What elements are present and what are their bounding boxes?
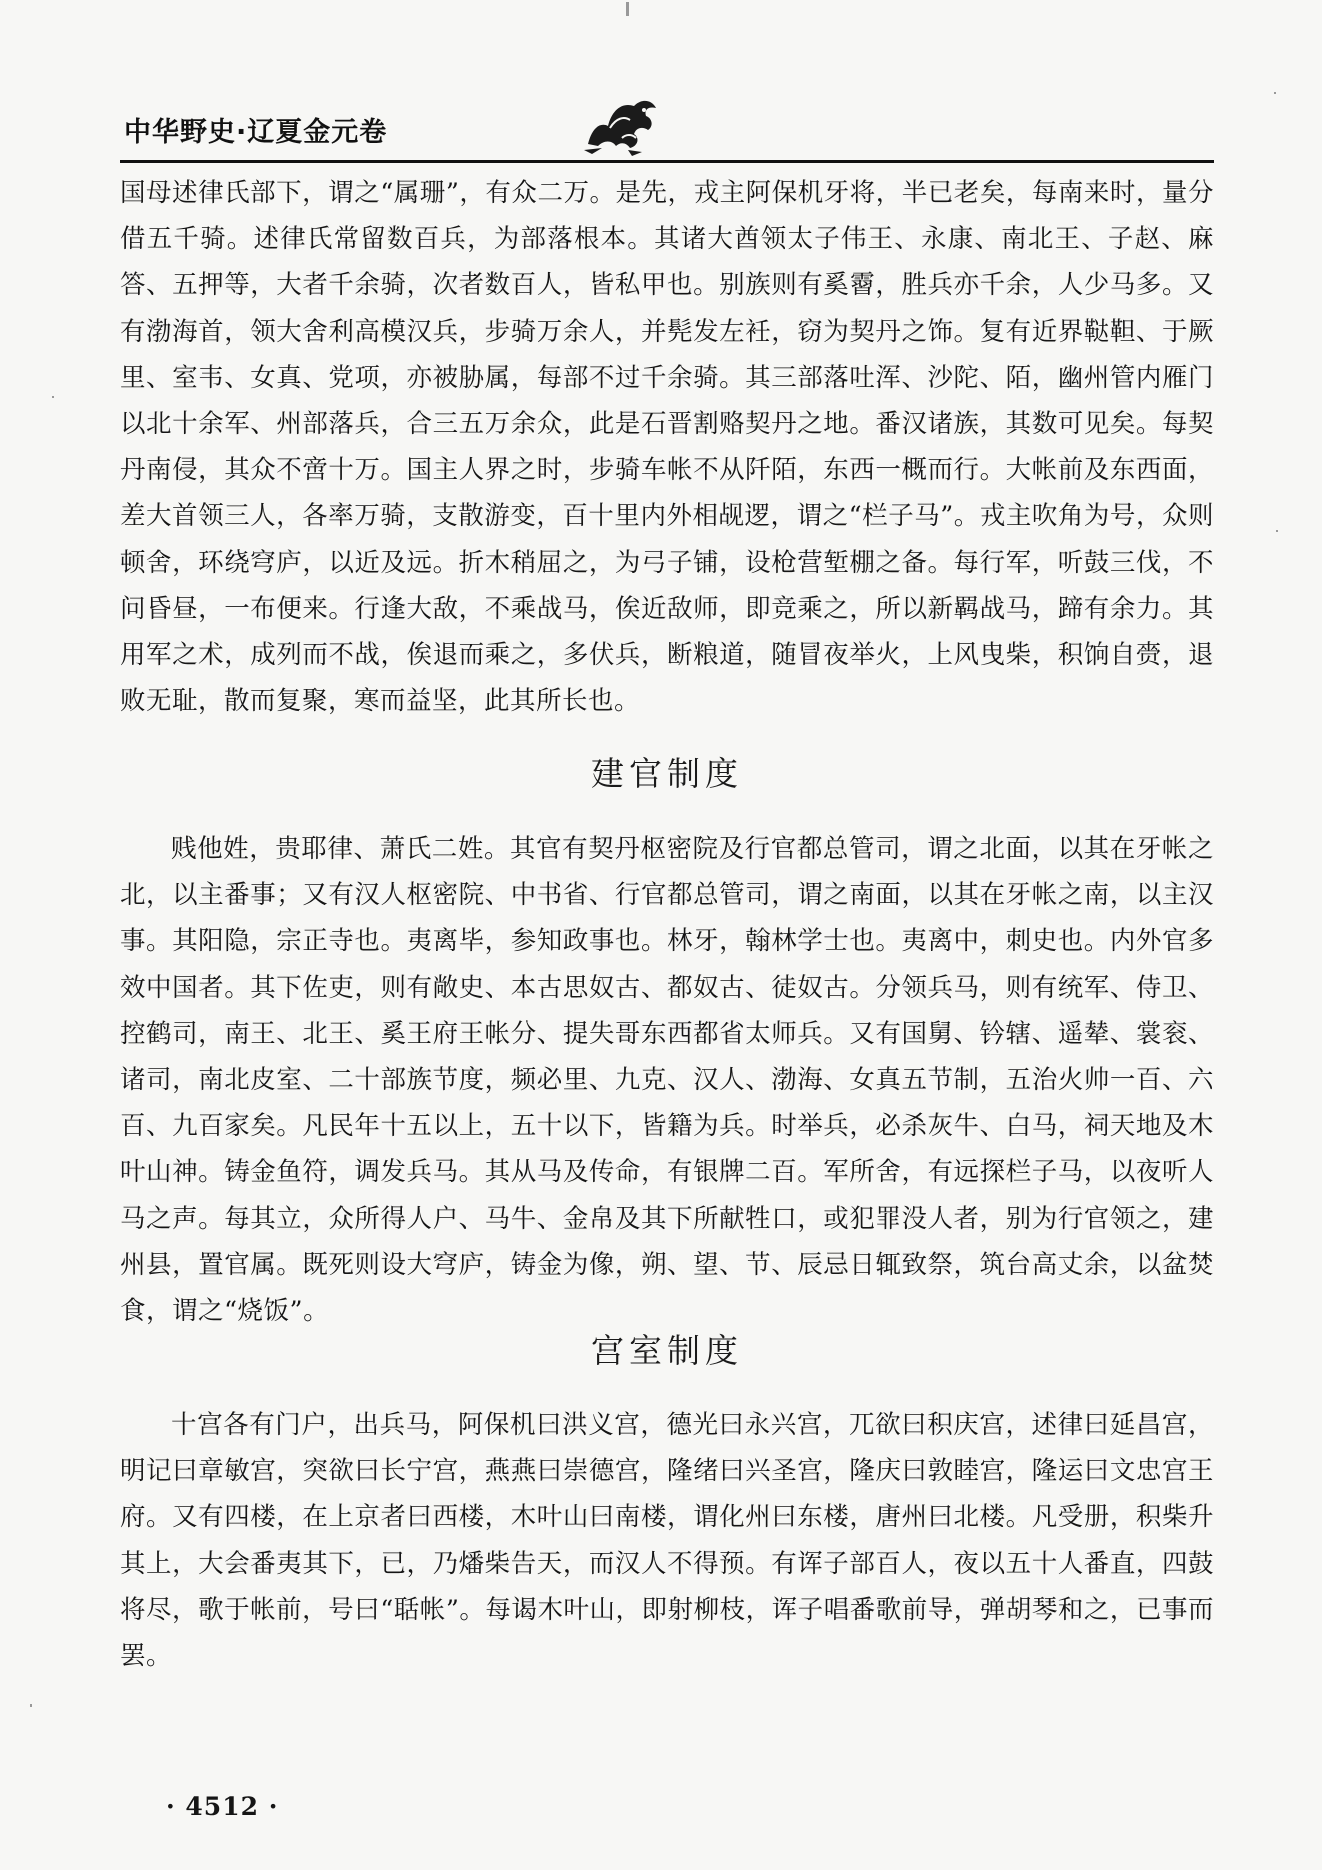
page-number: · 4512 ·	[166, 1792, 279, 1821]
dragon-emblem-icon	[582, 88, 662, 158]
body-paragraph: 国母述律氏部下，谓之“属珊”，有众二万。是先，戎主阿保机牙将，半已老矣，每南来时，量分借五千骑。述律氏常留数百兵，为部落根本。其诸大酋领太子伟王、永康、南北王、子赵、麻答、五押等，大者千余骑，次者数百人，皆私甲也。别族则有奚霫，胜兵亦千余，人少马多。又有渤海首，领大舍利高模汉兵，步骑万余人，并髡发左衽，窃为契丹之饰。复有近界鞑靼、于厥里、室韦、女真、党项，亦被胁属，每部不过千余骑。其三部落吐浑、沙陀、陌，幽州管内雁门以北十余军、州部落兵，合三五万余众，此是石晋割赂契丹之地。番汉诸族，其数可见矣。每契丹南侵，其众不啻十万。国主人界之时，步骑车帐不从阡陌，东西一概而行。大帐前及东西面，差大首领三人，各率万骑，支散游变，百十里内外相觇逻，谓之“栏子马”。戎主吹角为号，众则顿舍，环绕穹庐，以近及远。折木稍屈之，为弓子铺，设枪营堑棚之备。每行军，听鼓三伐，不问昏昼，一布便来。行逢大敌，不乘战马，俟近敌师，即竞乘之，所以新羁战马，蹄有余力。其用军之术，成列而不战，俟退而乘之，多伏兵，断粮道，随冒夜举火，上风曳柴，积饷自赍，退败无耻，散而复聚，寒而益坚，此其所长也。	[120, 178, 1214, 717]
scan-speck	[52, 396, 54, 398]
body-paragraph: 十宫各有门户，出兵马，阿保机曰洪义宫，德光曰永兴宫，兀欲曰积庆宫，述律曰延昌宫，明记曰章敏宫，突欲曰长宁宫，燕燕曰崇德宫，隆绪曰兴圣宫，隆庆曰敦睦宫，隆运曰文忠宫王府。又有四楼，在上京者曰西楼，木叶山曰南楼，谓化州曰东楼，唐州曰北楼。凡受册，积柴升其上，大会番夷其下，已，乃燔柴告天，而汉人不得预。有诨子部百人，夜以五十人番直，四鼓将尽，歌于帐前，号曰“聒帐”。每谒木叶山，即射柳枝，诨子唱番歌前导，弹胡琴和之，已事而罢。	[120, 1410, 1214, 1672]
continuation-paragraph	[120, 170, 1214, 724]
scan-speck	[1274, 92, 1276, 94]
running-header	[120, 86, 1214, 163]
book-title: 中华野史·辽夏金元卷	[124, 117, 388, 148]
scan-speck	[626, 2, 629, 16]
section-heading-palace-system: 宫室制度	[591, 1331, 743, 1370]
scan-speck	[1276, 530, 1278, 532]
body-paragraph: 贱他姓，贵耶律、萧氏二姓。其官有契丹枢密院及行官都总管司，谓之北面，以其在牙帐之北，以主番事；又有汉人枢密院、中书省、行官都总管司，谓之南面，以其在牙帐之南，以主汉事。其阳隐，宗正寺也。夷离毕，参知政事也。林牙，翰林学士也。夷离中，刺史也。内外官多效中国者。其下佐吏，则有敞史、本古思奴古、都奴古、徒奴古。分领兵马，则有统军、侍卫、控鹤司，南王、北王、奚王府王帐分、提失哥东西都省太师兵。又有国舅、钤辖、遥辇、裳衮、诸司，南北皮室、二十部族节度，频必里、九克、汉人、渤海、女真五节制，五治火帅一百、六百、九百家矣。凡民年十五以上，五十以下，皆籍为兵。时举兵，必杀灰牛、白马，祠天地及木叶山神。铸金鱼符，调发兵马。其从马及传命，有银牌二百。军所舍，有远探栏子马，以夜听人马之声。每其立，众所得人户、马牛、金帛及其下所献牲口，或犯罪没人者，别为行官领之，建州县，置官属。既死则设大穹庐，铸金为像，朔、望、节、辰忌日辄致祭，筑台高丈余，以盆焚食，谓之“烧饭”。	[120, 834, 1214, 1327]
scan-speck	[30, 1704, 32, 1707]
section-heading-official-system: 建官制度	[591, 754, 743, 793]
palace-system-section	[120, 1402, 1214, 1679]
official-system-section	[120, 826, 1214, 1334]
